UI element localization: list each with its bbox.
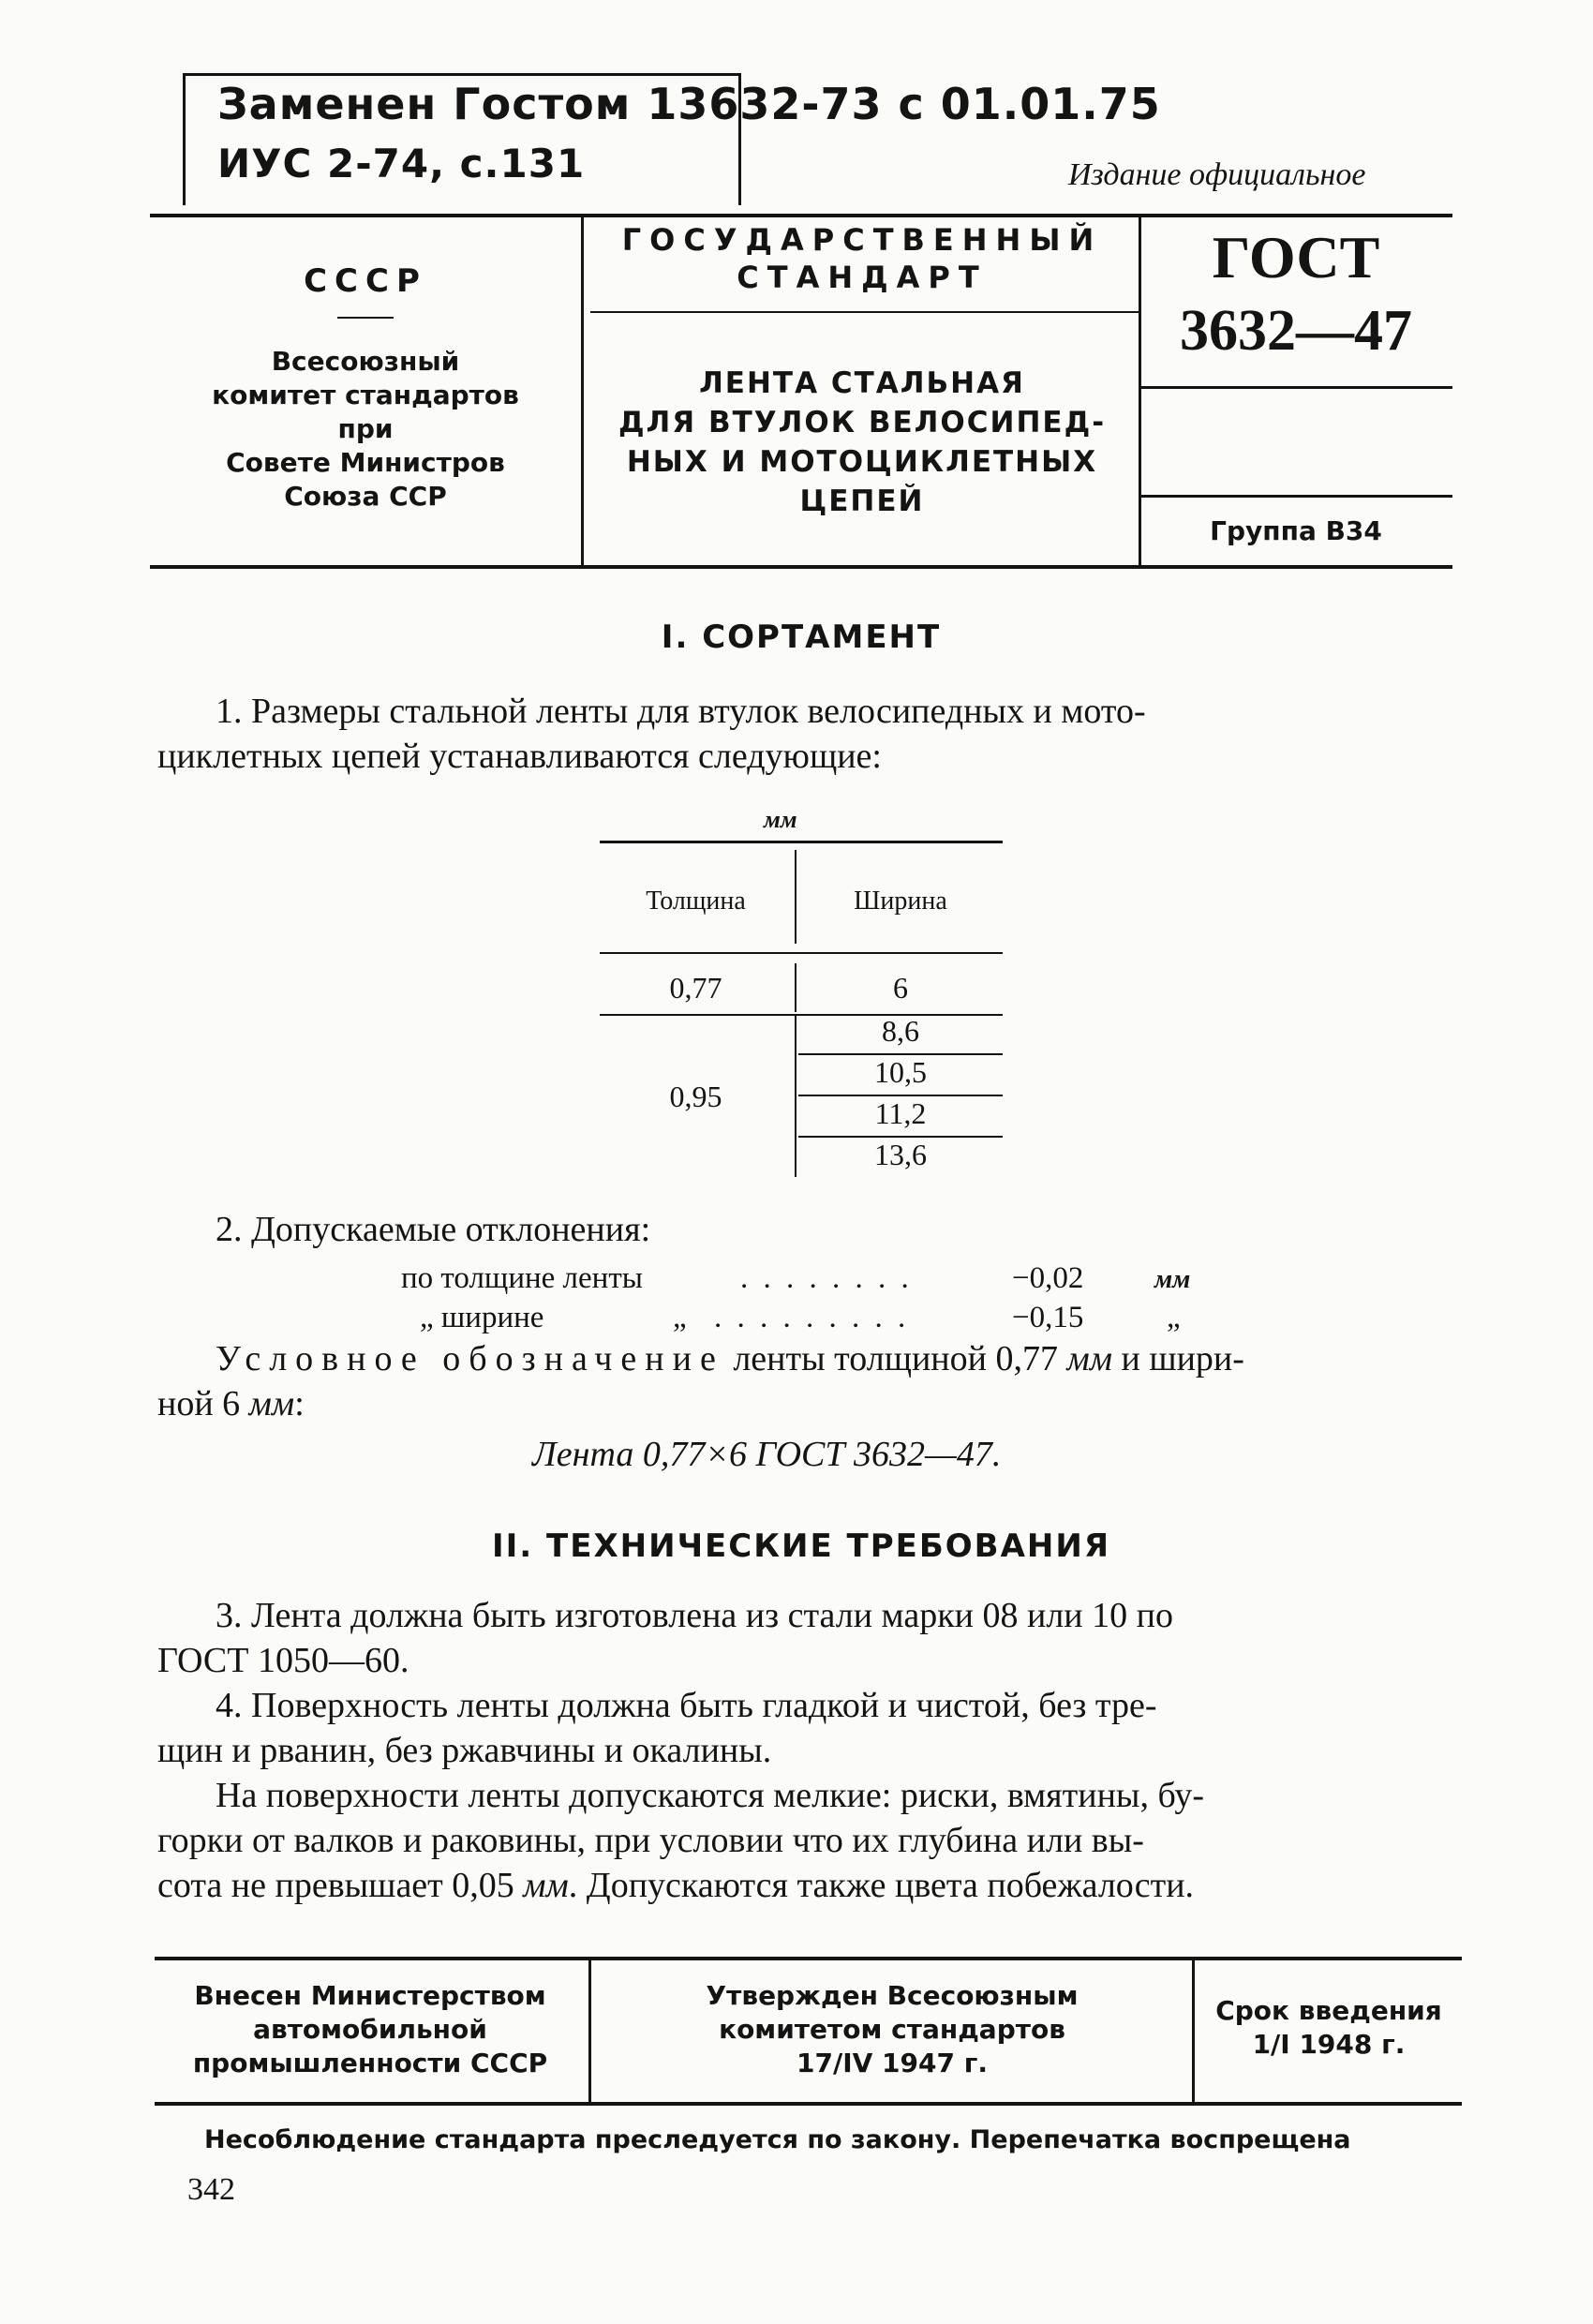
effective-line: 1/I 1948 г. (1252, 2029, 1406, 2060)
authority-line: при (337, 413, 394, 444)
designation-line-1 (216, 1338, 1244, 1379)
designation-text: ной 6 (157, 1384, 241, 1423)
paragraph-5-line-2: горки от валков и раковины, при условии что их глубина или вы- (157, 1821, 1144, 1860)
section-1-title: I. СОРТАМЕНТ (661, 618, 942, 656)
designation-line-2 (157, 1383, 305, 1424)
gost-number: 3632—47 (1180, 299, 1412, 363)
designation-text: и шири- (1121, 1339, 1244, 1378)
footer-top-rule (155, 1957, 1462, 1960)
group-label: Группа В34 (1210, 515, 1382, 546)
footer-bottom-rule (155, 2102, 1462, 2106)
paragraph-5-line-3 (157, 1863, 1451, 1908)
col-thickness-header: Толщина (646, 886, 746, 916)
page-number: 342 (187, 2172, 235, 2207)
legal-notice: Несоблюдение стандарта преследуется по закону. Перепечатка воспрещена (204, 2125, 1351, 2154)
row2-width: 8,6 (882, 1014, 919, 1048)
paragraph-text: . Допускаются также цвета побежалости. (568, 1866, 1195, 1905)
authority-line: Совете Министров (226, 447, 505, 478)
title-rule (590, 311, 1139, 313)
approved-line: Утвержден Всесоюзным (706, 1980, 1079, 2011)
tolerance-thickness-value: −0,02 (1012, 1261, 1084, 1295)
paragraph-3-line-2: ГОСТ 1050—60. (157, 1641, 409, 1680)
paragraph-text: сота не превышает 0,05 (157, 1866, 514, 1905)
tolerance-width-leader: . . . . . . . . . (714, 1301, 910, 1334)
document-title (586, 364, 1139, 521)
tolerance-width-ditto: „ (673, 1301, 687, 1334)
row2-width: 11,2 (874, 1096, 927, 1130)
paragraph-4-line-1: 4. Поверхность ленты должна быть гладкой и чистой, без тре- (216, 1686, 1157, 1725)
introduced-line: автомобильной (253, 2014, 487, 2045)
table-top-rule (600, 841, 1003, 843)
authority-line: комитет стандартов (212, 380, 519, 410)
header-divider-left (581, 216, 584, 567)
header-bottom-rule (150, 565, 1452, 569)
row2-width: 13,6 (874, 1138, 927, 1171)
designation-colon: : (294, 1384, 305, 1423)
stamp-line-2: ИУС 2-74, с.131 (217, 141, 586, 186)
unit-mm: мм (523, 1866, 569, 1905)
tolerance-thickness-leader: . . . . . . . . (740, 1261, 913, 1295)
section-2-title: II. ТЕХНИЧЕСКИЕ ТРЕБОВАНИЯ (491, 1527, 1111, 1565)
paragraph-1-line-1: 1. Размеры стальной ленты для втулок велосипедных и мото- (216, 692, 1146, 731)
country-label: СССР (304, 262, 427, 300)
gost-label: ГОСТ (1212, 224, 1380, 290)
approved-line: комитетом стандартов (719, 2014, 1065, 2045)
standard-type-line: ГОСУДАРСТВЕННЫЙ (621, 222, 1103, 258)
paragraph-5-line-1: На поверхности ленты допускаются мелкие: риски, вмятины, бу- (216, 1776, 1204, 1815)
table-header-divider (795, 850, 796, 944)
paragraph-1-line-2: циклетных цепей устанавливаются следующие: (157, 737, 882, 776)
edition-label: Издание официальное (1068, 157, 1366, 192)
designation-term: Условное обозначение (216, 1339, 724, 1378)
tolerance-width-label: „ ширине (420, 1301, 544, 1334)
gost-rule (1141, 386, 1452, 389)
title-line: НЫХ И МОТОЦИКЛЕТНЫХ (626, 445, 1098, 479)
tolerance-width-value: −0,15 (1012, 1301, 1084, 1334)
unit-mm: мм (1066, 1339, 1112, 1378)
tolerance-width-unit: „ (1167, 1301, 1181, 1334)
country-dash (337, 317, 394, 319)
authority-line: Всесоюзный (271, 346, 460, 377)
footer-divider-left (588, 1960, 591, 2102)
table-header-rule (600, 952, 1003, 954)
footer-divider-right (1192, 1960, 1195, 2102)
row2-divider (795, 1016, 796, 1177)
introduced-line: Внесен Министерством (194, 1980, 546, 2011)
tolerance-thickness-unit: мм (1154, 1265, 1191, 1294)
row1-divider (795, 963, 796, 1012)
row1-thickness: 0,77 (669, 971, 722, 1005)
title-line: ЦЕПЕЙ (799, 484, 925, 518)
title-line: ЛЕНТА СТАЛЬНАЯ (699, 366, 1025, 400)
row1-width: 6 (893, 971, 908, 1005)
group-rule (1141, 495, 1452, 498)
standard-type-line: СТАНДАРТ (737, 260, 988, 295)
stamp-line-1: Заменен Гостом 13632-73 с 01.01.75 (217, 79, 1161, 129)
row2-width: 10,5 (874, 1055, 927, 1089)
introduced-by (155, 1979, 586, 2080)
introduced-line: промышленности СССР (192, 2048, 548, 2078)
row2-thickness: 0,95 (669, 1080, 722, 1113)
paragraph-4-line-2: щин и рванин, без ржавчины и окалины. (157, 1731, 772, 1770)
col-width-header: Ширина (854, 886, 947, 916)
title-line: ДЛЯ ВТУЛОК ВЕЛОСИПЕД- (618, 406, 1107, 439)
designation-text: ленты толщиной 0,77 (733, 1339, 1058, 1378)
authority-block (150, 345, 581, 514)
authority-line: Союза ССР (284, 481, 447, 512)
tolerance-thickness-label: по толщине ленты (401, 1261, 643, 1295)
effective-date (1196, 1994, 1462, 2062)
approved-line: 17/IV 1947 г. (796, 2048, 988, 2078)
paragraph-3-line-1: 3. Лента должна быть изготовлена из стали марки 08 или 10 по (216, 1596, 1173, 1635)
unit-mm: мм (248, 1384, 295, 1423)
effective-line: Срок введения (1215, 1995, 1442, 2026)
standard-type (586, 221, 1139, 296)
tolerances-intro: 2. Допускаемые отклонения: (216, 1210, 651, 1249)
designation-example: Лента 0,77×6 ГОСТ 3632—47. (532, 1435, 1002, 1474)
header-top-rule (150, 214, 1452, 217)
approved-by (592, 1979, 1192, 2080)
table-unit: мм (764, 806, 797, 833)
